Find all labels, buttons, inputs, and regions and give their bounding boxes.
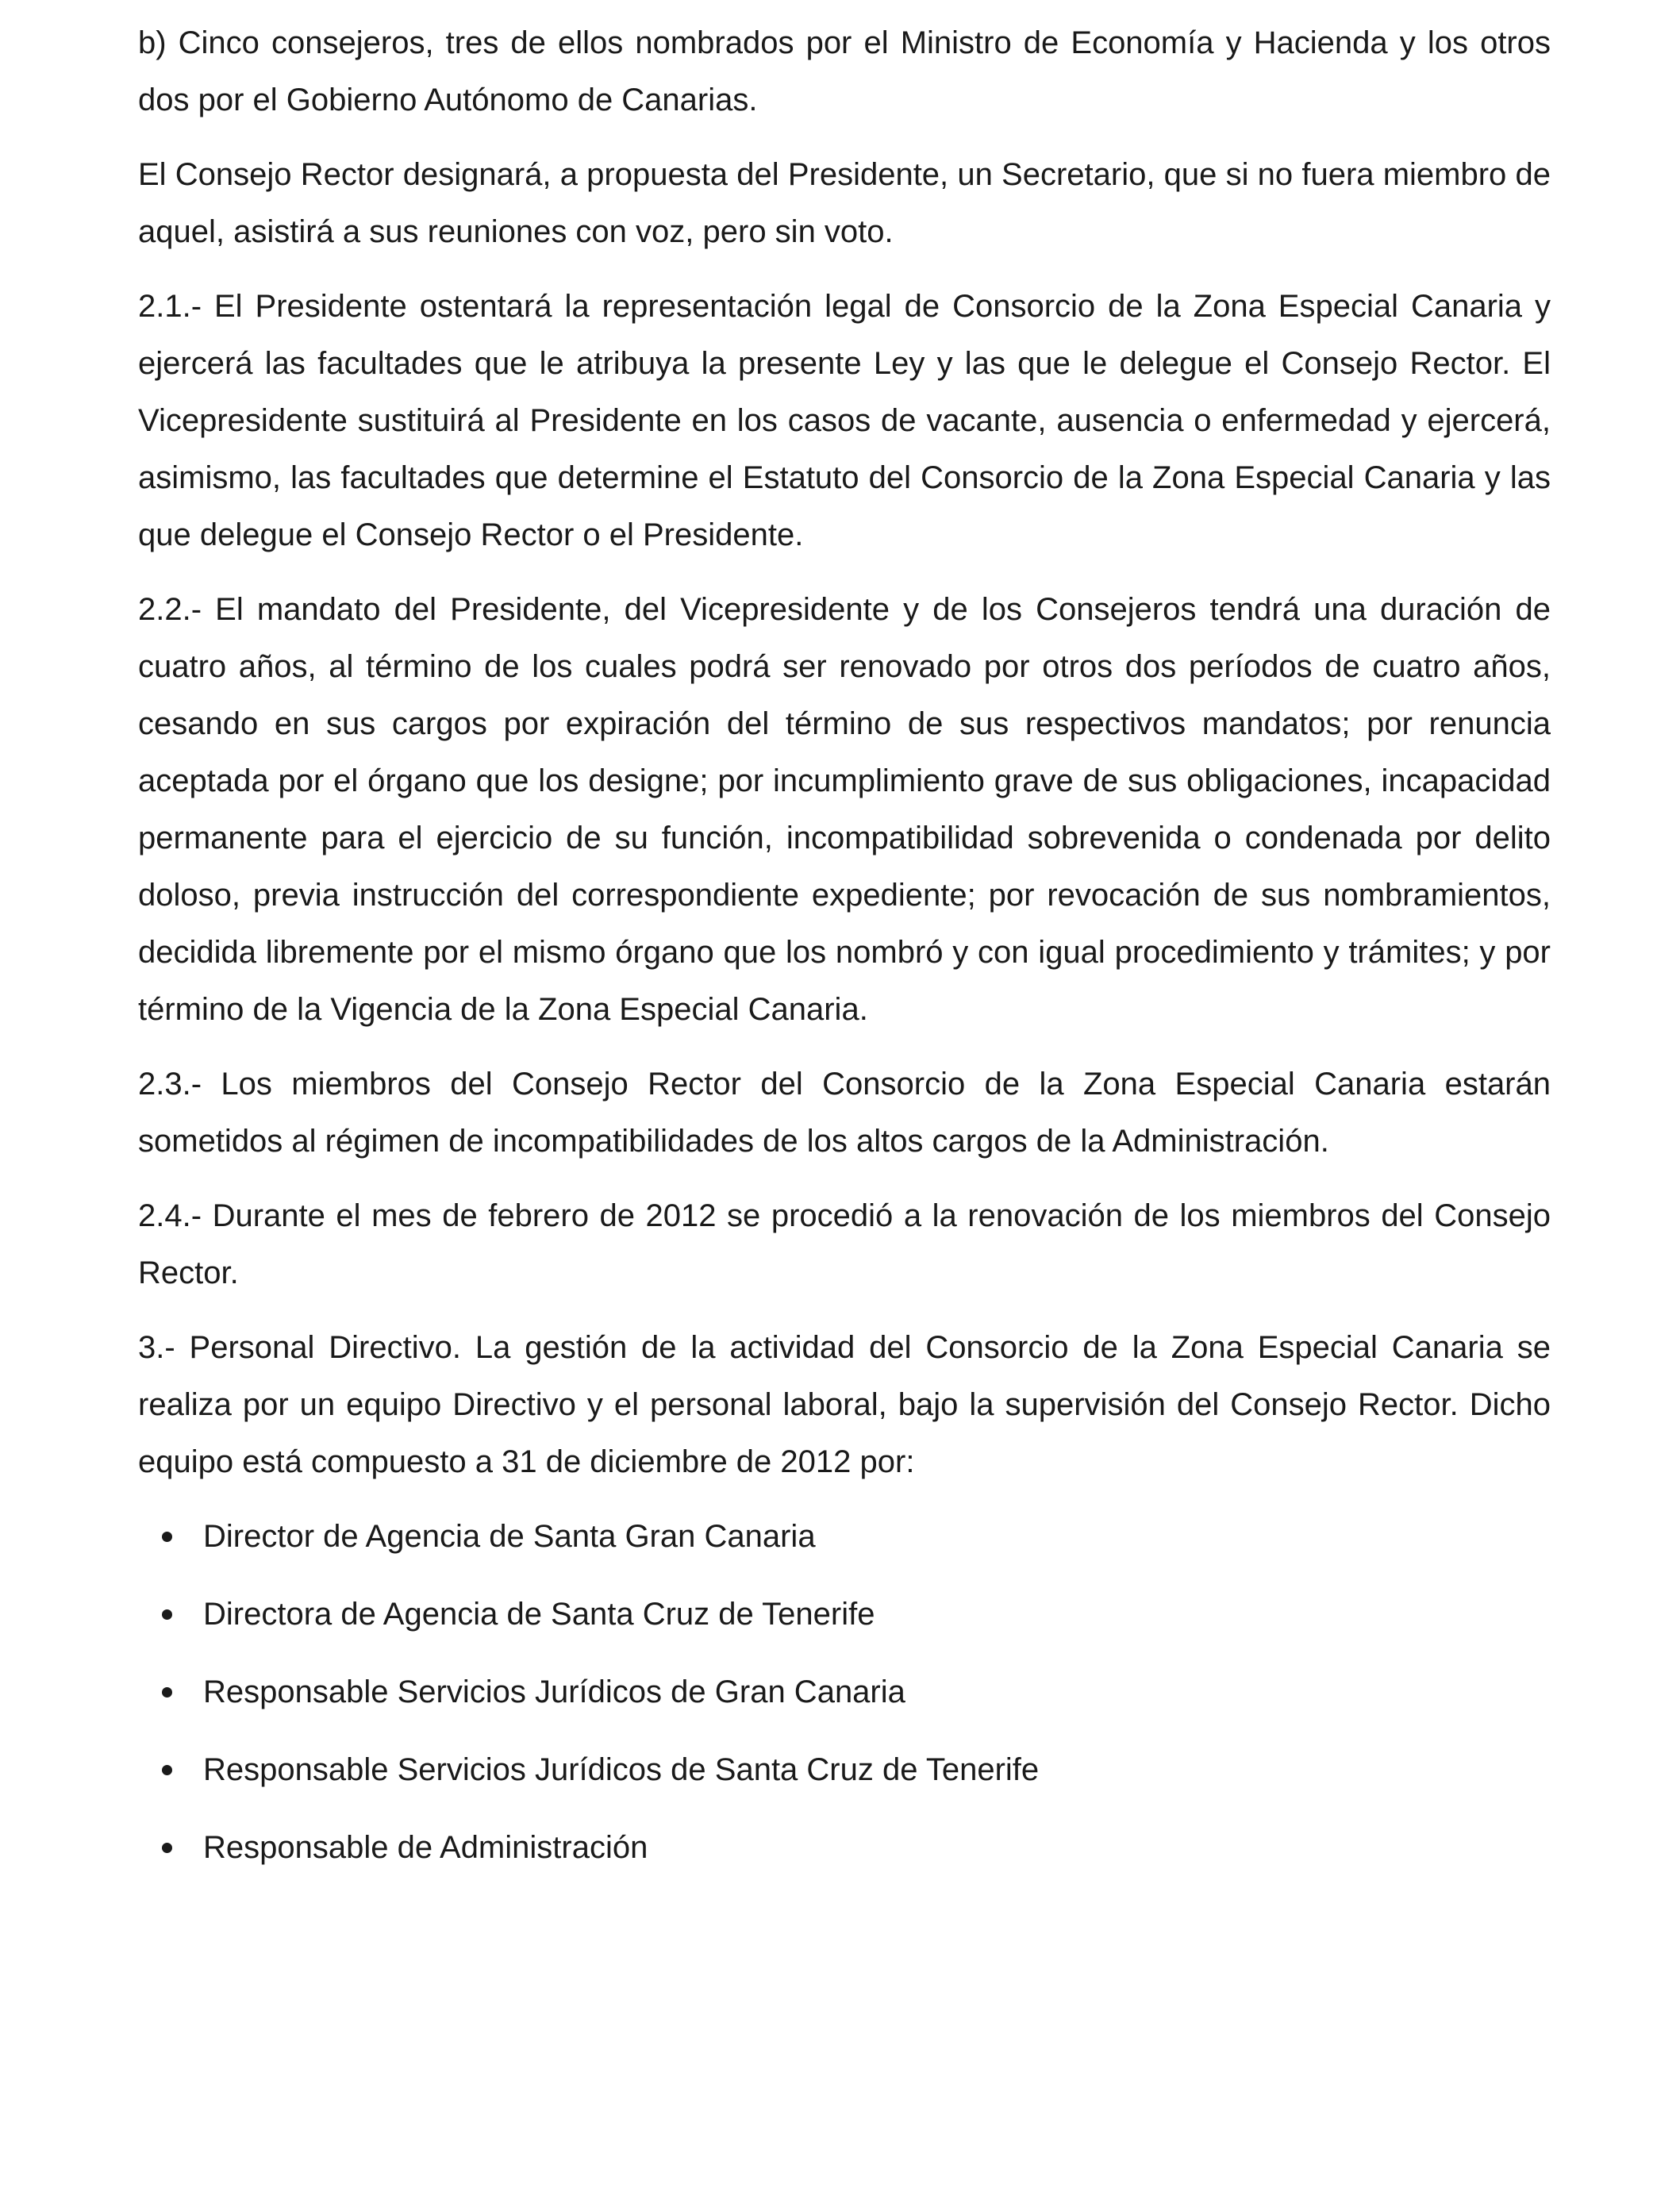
- list-item: [138, 1508, 1551, 1565]
- document-page: [138, 14, 1551, 1897]
- list-item-text: Responsable de Administración: [203, 1830, 648, 1865]
- list-item-text: Responsable Servicios Jurídicos de Santa Cruz de Tenerife: [203, 1752, 1040, 1787]
- bullet-icon: [162, 1765, 172, 1775]
- list-item: [138, 1663, 1551, 1721]
- bullet-icon: [162, 1609, 172, 1620]
- paragraph-2-4-renovacion: 2.4.- Durante el mes de febrero de 2012 se procedió a la renovación de los miembros del Consejo Rector.: [138, 1198, 1551, 1290]
- paragraph-2-3-incompatibilidades: 2.3.- Los miembros del Consejo Rector del Consorcio de la Zona Especial Canaria estarán sometidos al régimen de incompatibilidades de los altos cargos de la Administración.: [138, 1067, 1551, 1159]
- paragraph-3-personal-directivo: 3.- Personal Directivo. La gestión de la actividad del Consorcio de la Zona Especial Canaria se realiza por un equipo Directivo y el personal laboral, bajo la supervisión del Consejo Rector. Dicho equipo está compuesto a 31 de diciembre de 2012 por:: [138, 1330, 1551, 1479]
- paragraph-2-2-mandato: 2.2.- El mandato del Presidente, del Vicepresidente y de los Consejeros tendrá una duración de cuatro años, al término de los cuales podrá ser renovado por otros dos períodos de cuatro años, cesando en sus cargos por expiración del término de sus respectivos mandatos; por renuncia aceptada por el órgano que los designe; por incumplimiento grave de sus obligaciones, incapacidad permanente para el ejercicio de su función, incompatibilidad sobrevenida o condenada por delito doloso, previa instrucción del correspondiente expediente; por revocación de sus nombramientos, decidida libremente por el mismo órgano que los nombró y con igual procedimiento y trámites; y por término de la Vigencia de la Zona Especial Canaria.: [138, 592, 1551, 1027]
- list-item: [138, 1819, 1551, 1876]
- paragraph-consejeros: b) Cinco consejeros, tres de ellos nombrados por el Ministro de Economía y Hacienda y los otros dos por el Gobierno Autónomo de Canarias.: [138, 25, 1551, 117]
- list-item: [138, 1741, 1551, 1798]
- bullet-icon: [162, 1843, 172, 1853]
- paragraph-2-1-presidente: 2.1.- El Presidente ostentará la representación legal de Consorcio de la Zona Especial Canaria y ejercerá las facultades que le atribuya la presente Ley y las que le delegue el Consejo Rector. El Vicepresidente sustituirá al Presidente en los casos de vacante, ausencia o enfermedad y ejercerá, asimismo, las facultades que determine el Estatuto del Consorcio de la Zona Especial Canaria y las que delegue el Consejo Rector o el Presidente.: [138, 289, 1551, 552]
- list-item-text: Director de Agencia de Santa Gran Canaria: [203, 1519, 816, 1554]
- list-item-text: Responsable Servicios Jurídicos de Gran Canaria: [203, 1674, 905, 1709]
- bullet-icon: [162, 1532, 172, 1542]
- list-item: [138, 1586, 1551, 1643]
- paragraph-secretario: El Consejo Rector designará, a propuesta del Presidente, un Secretario, que si no fuera miembro de aquel, asistirá a sus reuniones con voz, pero sin voto.: [138, 157, 1551, 249]
- bullet-icon: [162, 1687, 172, 1698]
- directive-staff-list: [138, 1508, 1551, 1876]
- list-item-text: Directora de Agencia de Santa Cruz de Tenerife: [203, 1597, 875, 1632]
